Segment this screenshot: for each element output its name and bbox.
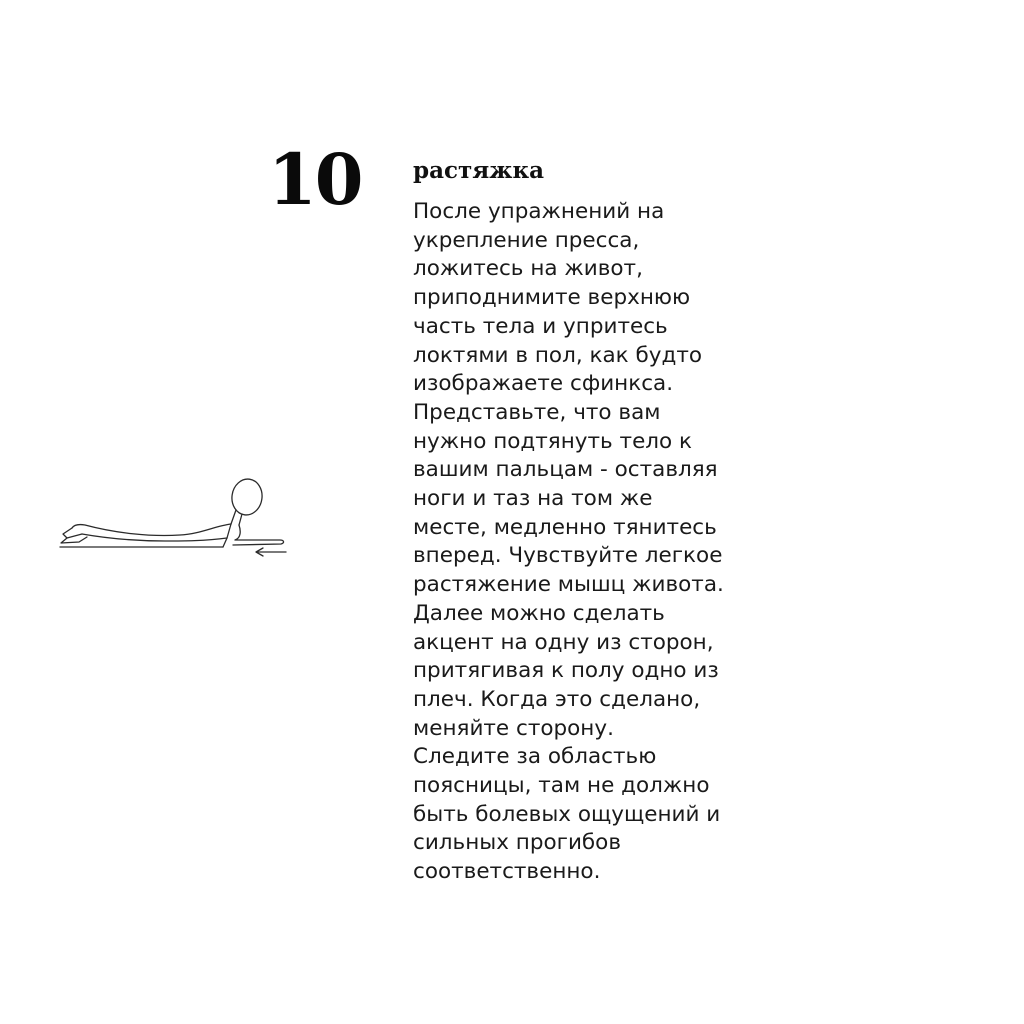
description-line: плеч. Когда это сделано, <box>413 686 701 712</box>
description-line: ноги и таз на том же <box>413 486 653 512</box>
sphinx-pose-icon <box>55 468 300 568</box>
description-line: соответственно. <box>413 859 601 885</box>
head-outline <box>230 477 265 517</box>
foot-outline <box>63 528 82 538</box>
description-line: укрепление пресса, <box>413 227 640 253</box>
description-line: часть тела и упритесь <box>413 313 668 339</box>
description-line: быть болевых ощущений и <box>413 801 721 827</box>
step-number: 10 <box>268 138 362 221</box>
description-line: После упражнений на <box>413 199 665 224</box>
description-line: локтями в пол, как будто <box>413 342 703 368</box>
upper-arm-outline <box>227 524 231 538</box>
back-outline <box>72 524 231 536</box>
foot-outline <box>61 537 87 543</box>
description-line: Представьте, что вам <box>413 399 661 425</box>
description-line: месте, медленно тянитесь <box>413 514 717 540</box>
step-title: растяжка <box>413 157 544 184</box>
neck-line <box>239 514 242 525</box>
description-line: изображаете сфинкса. <box>413 371 674 397</box>
step-description <box>413 198 773 887</box>
description-line: вперед. Чувствуйте легкое <box>413 543 723 569</box>
description-line: растяжение мышц живота. <box>413 572 724 598</box>
description-line: меняйте сторону. <box>413 715 614 741</box>
forearm-outline <box>233 525 284 545</box>
description-line: вашим пальцам - оставляя <box>413 457 718 483</box>
forearm-outline <box>223 538 227 547</box>
description-line: акцент на одну из сторон, <box>413 629 714 655</box>
description-line: поясницы, там не должно <box>413 773 710 799</box>
neck-line <box>231 510 236 524</box>
description-line: нужно подтянуть тело к <box>413 428 693 454</box>
description-line: притягивая к полу одно из <box>413 658 719 684</box>
description-line: сильных прогибов <box>413 830 622 856</box>
description-line: приподнимите верхнюю <box>413 285 691 311</box>
description-line: ложитесь на живот, <box>413 256 643 282</box>
description-line: Следите за областью <box>413 744 657 770</box>
description-line: Далее можно сделать <box>413 600 665 626</box>
